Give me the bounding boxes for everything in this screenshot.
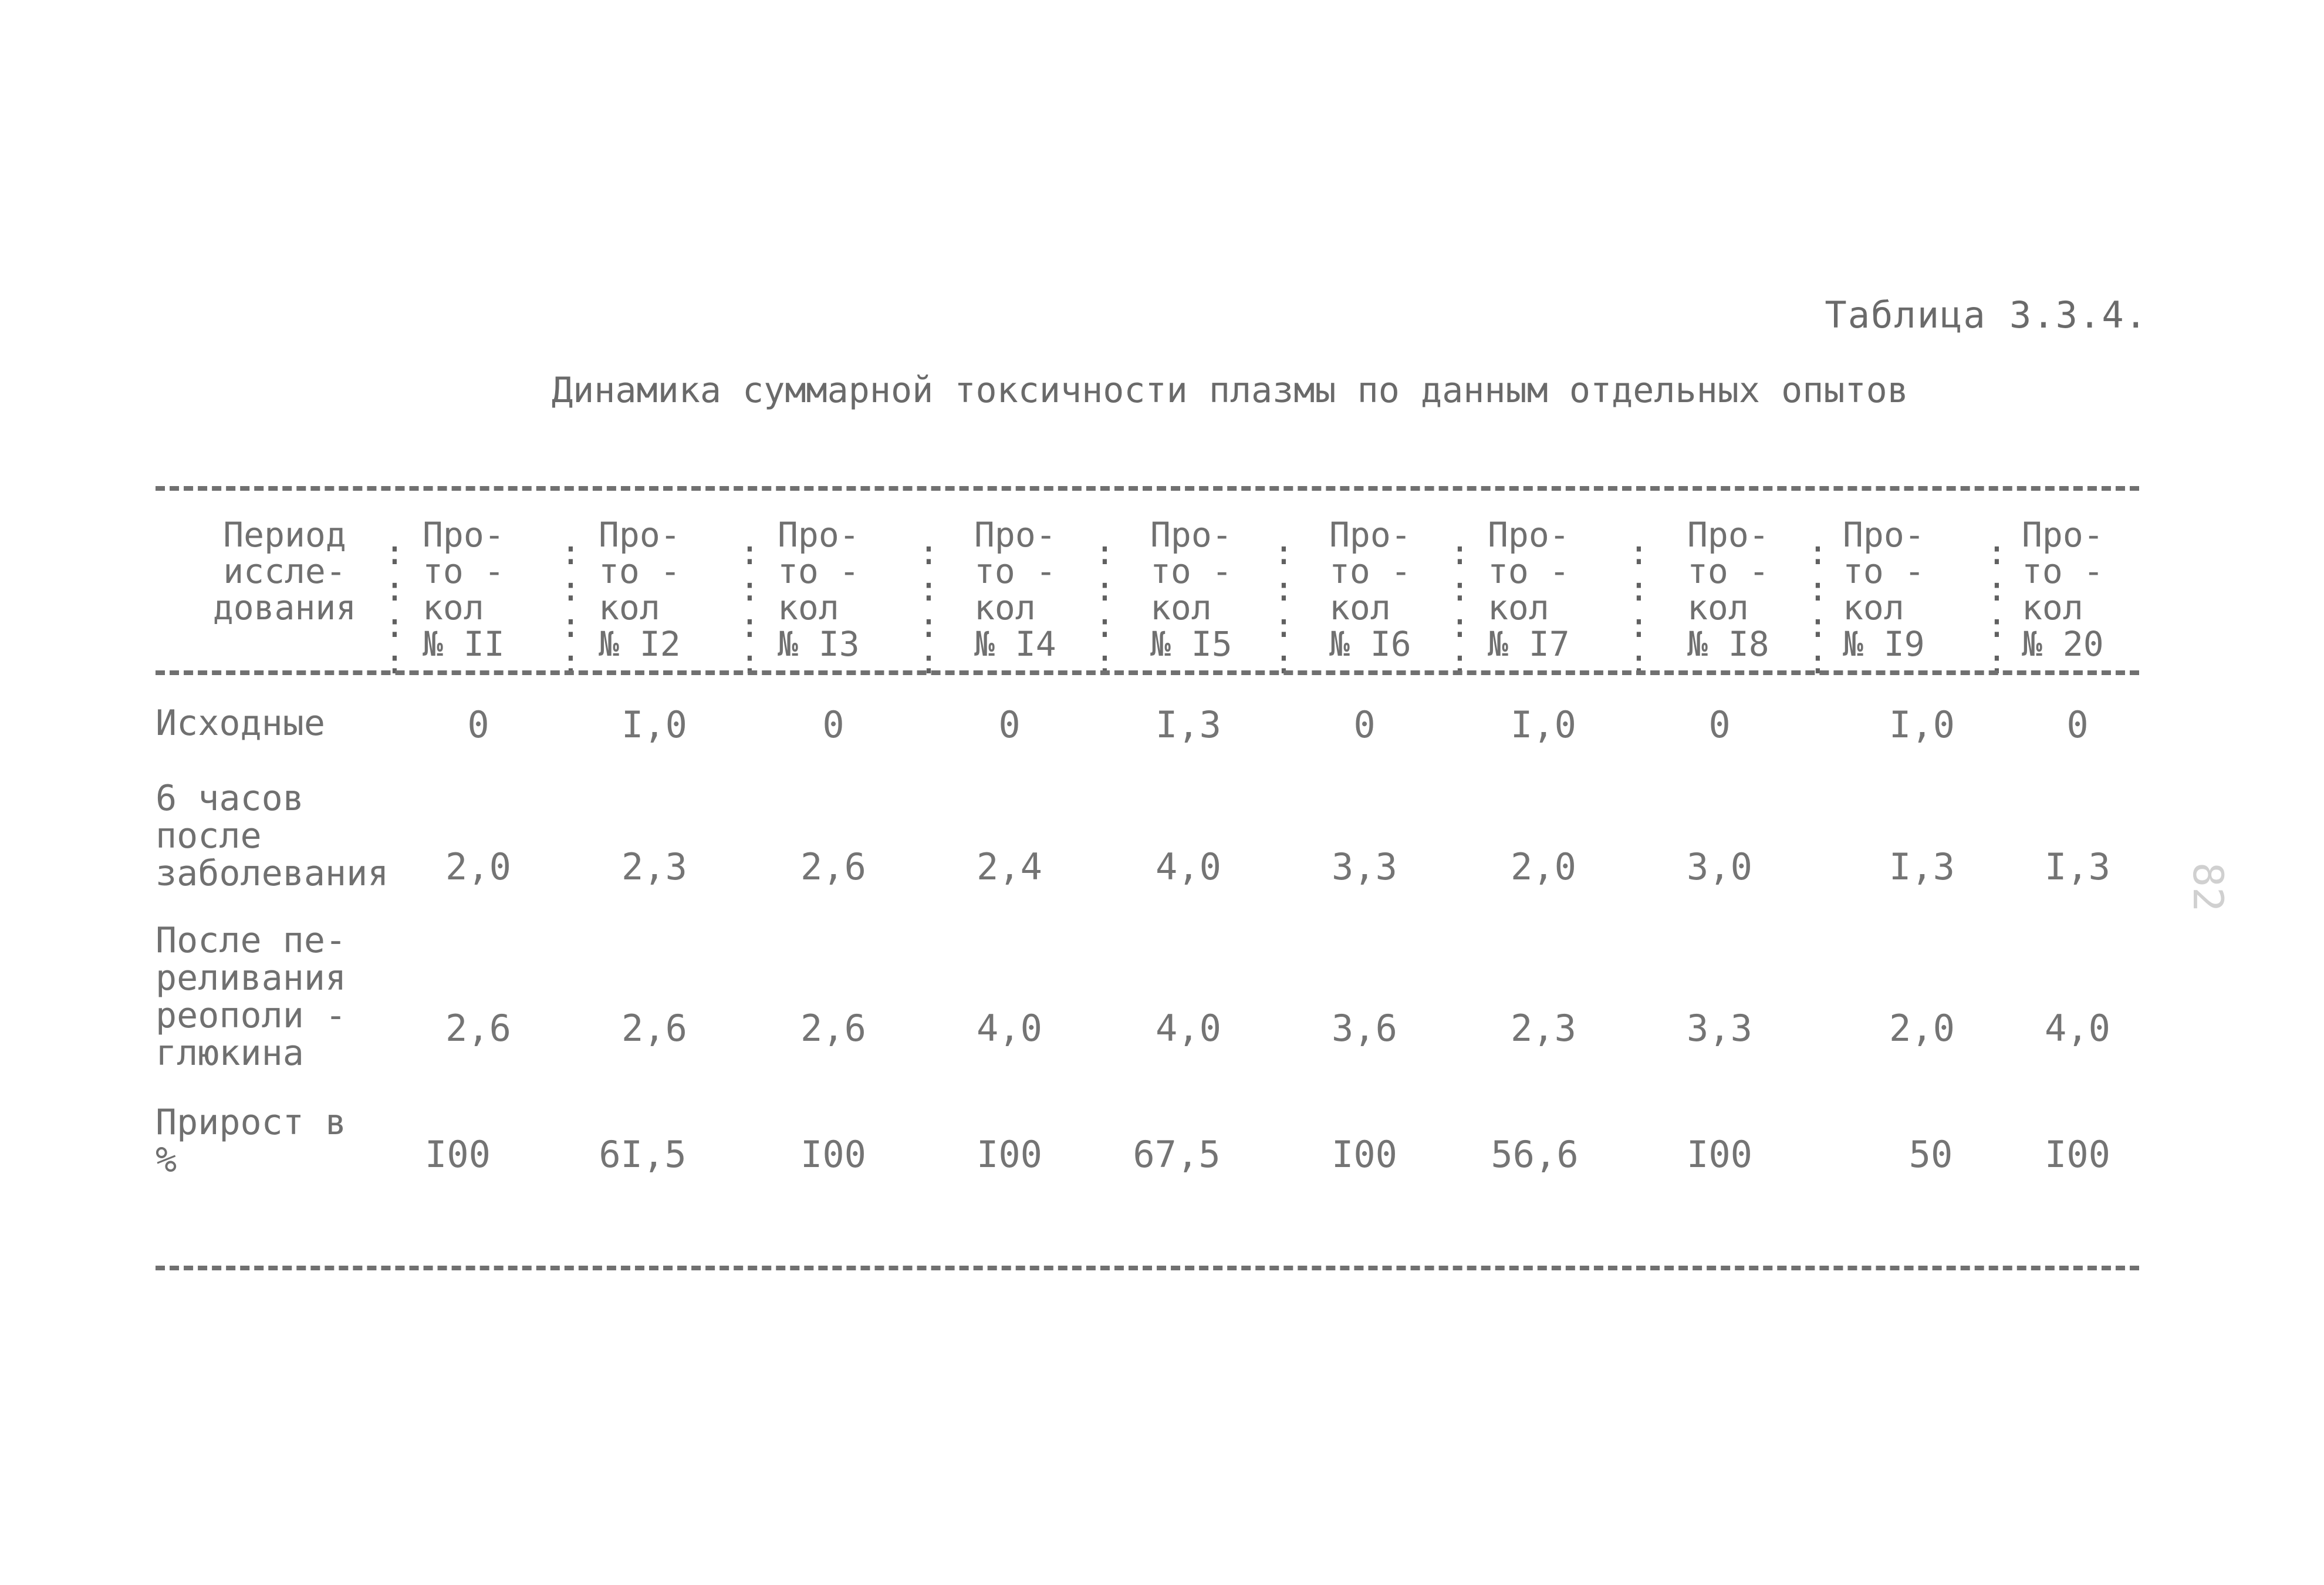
column-separator: : : : : xyxy=(739,532,760,682)
column-separator: : : : : xyxy=(560,532,581,682)
table-cell: I,0 xyxy=(1511,703,1576,746)
column-separator: : : : : xyxy=(384,532,405,682)
header-protocol-16: Про- то - кол № I6 xyxy=(1329,515,1411,664)
table-bottom-rule xyxy=(156,1266,2139,1270)
table-cell: 4,0 xyxy=(1156,1007,1221,1050)
column-separator: : : : : xyxy=(1274,532,1294,682)
table-cell: 0 xyxy=(998,703,1021,746)
table-cell: 4,0 xyxy=(977,1007,1042,1050)
header-protocol-13: Про- то - кол № I3 xyxy=(778,515,860,664)
table-cell: 2,6 xyxy=(621,1007,687,1050)
row-label-6h-after-onset: 6 часов после заболевания xyxy=(156,778,389,894)
header-protocol-18: Про- то - кол № I8 xyxy=(1687,515,1769,664)
margin-page-number: 82 xyxy=(2184,862,2232,912)
table-cell: 3,3 xyxy=(1332,845,1397,888)
column-separator: : : : : xyxy=(1629,532,1649,682)
table-cell: 0 xyxy=(1708,703,1731,746)
column-separator: : : : : xyxy=(1095,532,1115,682)
table-cell: I00 xyxy=(977,1133,1042,1176)
column-separator: : : : : xyxy=(918,532,939,682)
header-protocol-19: Про- то - кол № I9 xyxy=(1843,515,1925,664)
column-separator: : : : : xyxy=(1450,532,1470,682)
table-cell: 2,6 xyxy=(800,845,866,888)
table-top-rule xyxy=(156,486,2139,491)
table-number: Таблица 3.3.4. xyxy=(1825,294,2148,336)
table-cell: 67,5 xyxy=(1133,1133,1221,1176)
table-cell: 0 xyxy=(1353,703,1376,746)
table-title: Динамика суммарной токсичности плазмы по данным отдельных опытов xyxy=(552,370,1908,411)
table-cell: 4,0 xyxy=(1156,845,1221,888)
header-protocol-12: Про- то - кол № I2 xyxy=(599,515,681,664)
table-cell: 2,3 xyxy=(621,845,687,888)
table-cell: 2,0 xyxy=(1889,1007,1955,1050)
header-period: Период иссле- дования xyxy=(212,515,357,628)
table-cell: I00 xyxy=(800,1133,866,1176)
table-cell: I,0 xyxy=(621,703,687,746)
header-protocol-14: Про- то - кол № I4 xyxy=(974,515,1056,664)
table-cell: I00 xyxy=(425,1133,491,1176)
table-cell: 4,0 xyxy=(2045,1007,2110,1050)
header-protocol-20: Про- то - кол № 20 xyxy=(2022,515,2104,664)
header-protocol-15: Про- то - кол № I5 xyxy=(1150,515,1232,664)
table-cell: 3,3 xyxy=(1687,1007,1752,1050)
table-cell: 3,0 xyxy=(1687,845,1752,888)
table-cell: I00 xyxy=(2045,1133,2110,1176)
table-header-rule xyxy=(156,670,2139,675)
table-cell: 0 xyxy=(2066,703,2089,746)
table-cell: 2,6 xyxy=(445,1007,511,1050)
table-cell: 0 xyxy=(822,703,845,746)
table-cell: I,3 xyxy=(2045,845,2110,888)
table-cell: 2,3 xyxy=(1511,1007,1576,1050)
table-cell: 3,6 xyxy=(1332,1007,1397,1050)
table-header xyxy=(156,515,2139,682)
table-cell: 0 xyxy=(467,703,489,746)
table-cell: I,3 xyxy=(1889,845,1955,888)
header-protocol-17: Про- то - кол № I7 xyxy=(1488,515,1570,664)
header-protocol-11: Про- то - кол № II xyxy=(423,515,505,664)
row-label-increase-percent: Прирост в % xyxy=(156,1102,347,1181)
table-cell: 2,6 xyxy=(800,1007,866,1050)
table-cell: 56,6 xyxy=(1491,1133,1579,1176)
table-cell: 2,0 xyxy=(1511,845,1576,888)
row-label-after-transfusion: После пе- реливания реополи - глюкина xyxy=(156,920,347,1074)
column-separator: : : : : xyxy=(1987,532,2007,682)
table-cell: I,3 xyxy=(1156,703,1221,746)
table-cell: 50 xyxy=(1908,1133,1953,1176)
row-label-initial: Исходные xyxy=(156,703,325,744)
table-cell: 2,0 xyxy=(445,845,511,888)
table-cell: 6I,5 xyxy=(599,1133,687,1176)
table-cell: I,0 xyxy=(1889,703,1955,746)
table-cell: I00 xyxy=(1332,1133,1397,1176)
table-cell: I00 xyxy=(1687,1133,1752,1176)
table-cell: 2,4 xyxy=(977,845,1042,888)
column-separator: : : : : xyxy=(1808,532,1828,682)
